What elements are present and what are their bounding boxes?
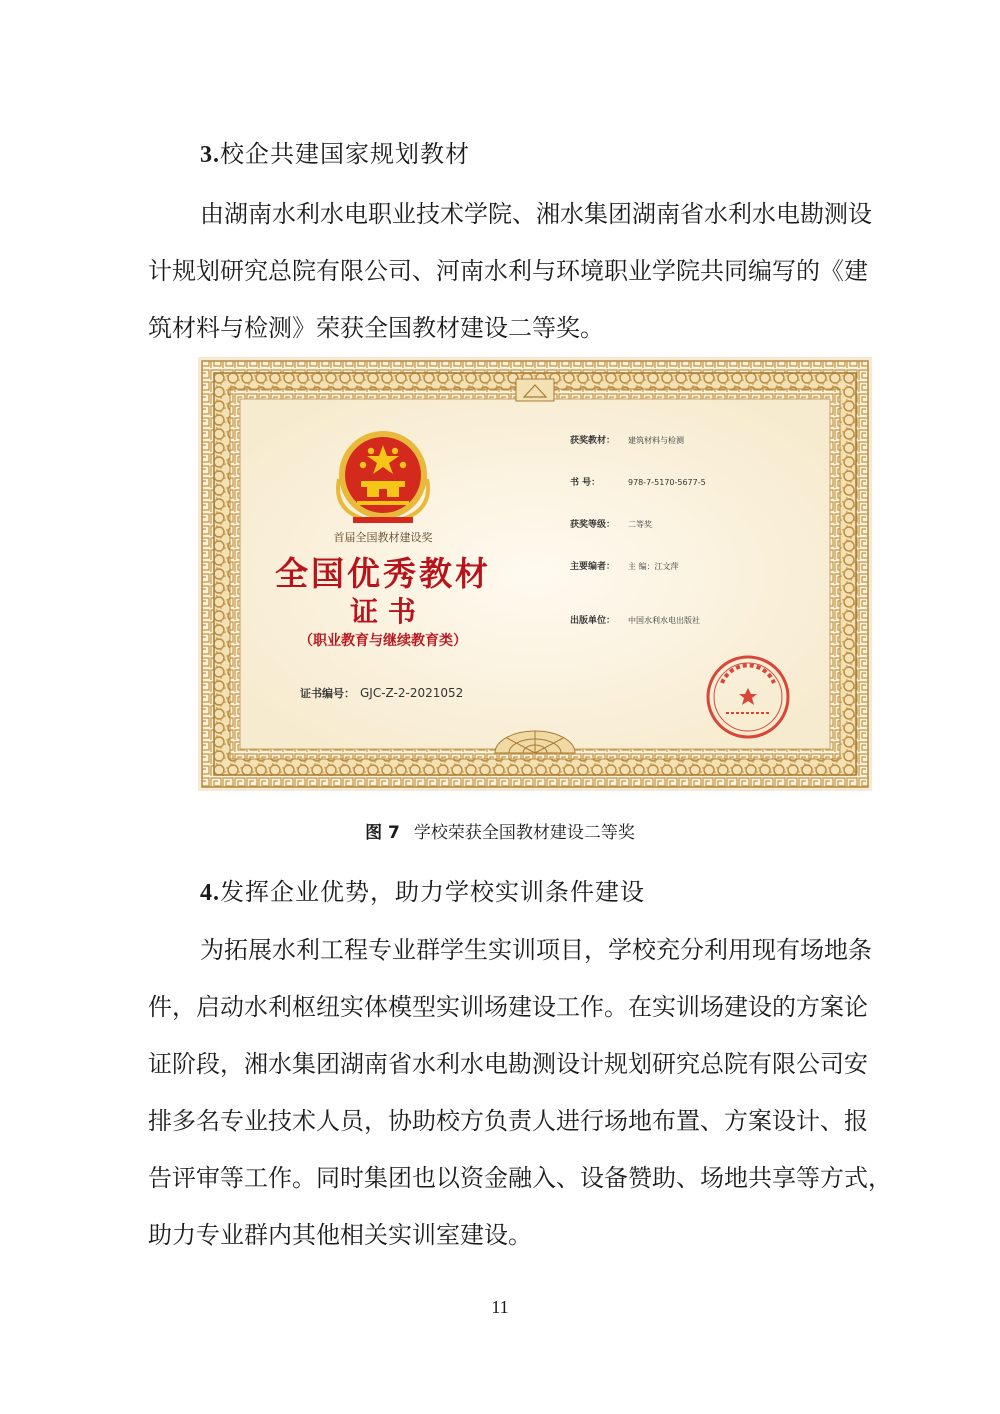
field-value-level: 二等奖 [628,520,652,529]
paragraph-line: 件，启动水利枢纽实体模型实训场建设工作。在实训场建设的方案论 [148,993,868,1021]
field-label-editor: 主要编者： [570,562,616,572]
field-label-level: 获奖等级： [570,520,616,530]
section-3-number: 3. [200,142,220,168]
paragraph-line: 助力专业群内其他相关实训室建设。 [148,1221,532,1249]
field-label-publisher: 出版单位： [570,616,616,626]
figure-caption-text: 学校荣获全国教材建设二等奖 [413,823,635,843]
cert-no-value: GJC-Z-2-2021052 [360,686,464,700]
certificate-doc-label: 证 书 [350,595,416,628]
section-4-number: 4. [200,880,220,906]
section-4-title: 发挥企业优势，助力学校实训条件建设 [220,878,645,906]
certificate-subtitle: 首届全国教材建设奖 [333,531,433,544]
figure-number: 图 7 [365,823,400,843]
section-3-paragraph [148,186,872,357]
page-number: 11 [491,1297,509,1317]
field-label-textbook: 获奖教材： [570,436,616,446]
field-label-isbn: 书 号： [570,478,601,488]
paragraph-line: 证阶段，湘水集团湖南省水利水电勘测设计规划研究总院有限公司安 [148,1050,868,1078]
figure-caption [0,818,1000,843]
field-value-publisher: 中国水利水电出版社 [628,616,700,625]
cert-no-label: 证书编号： [300,687,355,700]
paragraph-line: 为拓展水利工程专业群学生实训项目，学校充分利用现有场地条 [200,936,872,964]
section-4-heading [200,872,645,907]
certificate-category: （职业教育与继续教育类） [299,633,467,649]
field-value-editor: 主 编：江文萍 [628,562,679,571]
field-value-textbook: 建筑材料与检测 [628,436,684,445]
paragraph-line: 筑材料与检测》荣获全国教材建设二等奖。 [148,314,604,342]
paragraph-line: 计规划研究总院有限公司、河南水利与环境职业学院共同编写的《建 [148,257,868,285]
paragraph-line: 告评审等工作。同时集团也以资金融入、设备赞助、场地共享等方式， [148,1164,892,1192]
section-4-paragraph [148,922,892,1264]
paragraph-line: 由湖南水利水电职业技术学院、湘水集团湖南省水利水电勘测设 [200,200,872,228]
certificate-title: 全国优秀教材 [275,554,491,593]
section-3-title: 校企共建国家规划教材 [220,140,470,168]
field-value-isbn: 978-7-5170-5677-5 [628,478,706,487]
section-3-heading [200,134,470,169]
certificate-image [198,357,872,791]
paragraph-line: 排多名专业技术人员，协助校方负责人进行场地布置、方案设计、报 [148,1107,868,1135]
